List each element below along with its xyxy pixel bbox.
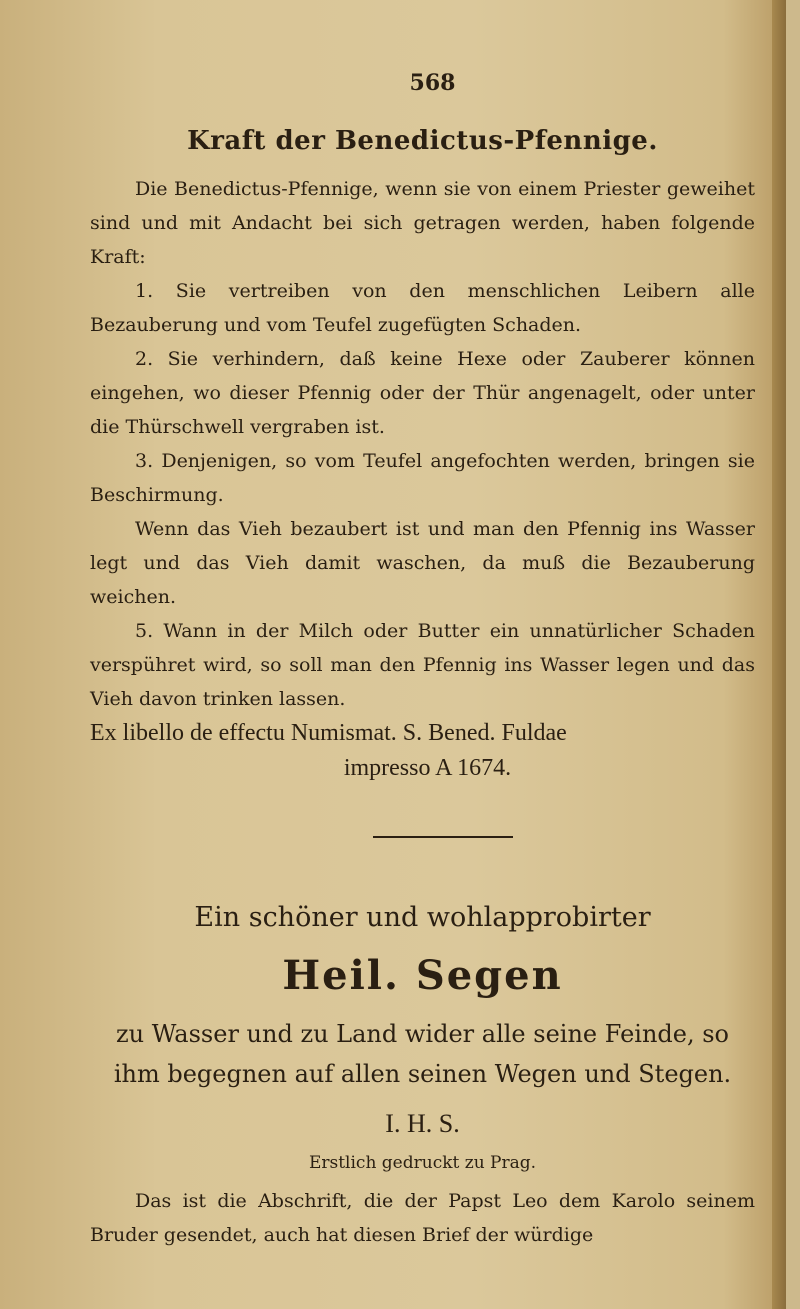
divider-rule [373, 836, 513, 838]
page-edge [772, 0, 786, 1309]
blessing-text: zu Wasser und zu Land wider alle seine Feinde, so ihm begegnen auf allen seinen Wegen und Stegen. [113, 1020, 732, 1088]
ihs-monogram: I. H. S. [385, 1109, 460, 1138]
latin-source-line: Ex libello de effectu Numismat. S. Bened. Fuldae [90, 720, 567, 746]
list-item: 2. Sie verhindern, daß keine Hexe oder Zauberer können eingehen, wo dieser Pfennig oder der Thür angenagelt, oder unter die Thürschwell vergraben ist. [90, 348, 755, 438]
page-content [90, 70, 755, 1252]
page-number: 568 [409, 70, 456, 96]
section-heading: Heil. Segen [282, 952, 563, 999]
latin-source-line-2: impresso A 1674. [343, 755, 512, 781]
printed-note: Erstlich gedruckt zu Prag. [308, 1153, 537, 1173]
body-paragraph: Das ist die Abschrift, die der Papst Leo dem Karolo seinem Bruder gesendet, auch hat diesen Brief der würdige [90, 1190, 755, 1246]
intro-paragraph: Die Benedictus-Pfennige, wenn sie von einem Priester geweihet sind und mit Andacht bei sich getragen werden, haben folgende Kraft: [90, 178, 755, 268]
section-title: Kraft der Benedictus-Pfennige. [187, 126, 658, 156]
list-item: 3. Denjenigen, so vom Teufel angefochten werden, bringen sie Beschirmung. [90, 450, 755, 506]
list-item: 1. Sie vertreiben von den menschlichen Leibern alle Bezauberung und vom Teufel zugefügten Schaden. [90, 280, 755, 336]
list-item: 5. Wann in der Milch oder Butter ein unnatürlicher Schaden verspühret wird, so soll man den Pfennig ins Wasser legen und das Vieh davon trinken lassen. [90, 620, 755, 710]
section-subtitle: Ein schöner und wohlapprobirter [194, 902, 651, 933]
list-item: Wenn das Vieh bezaubert ist und man den Pfennig ins Wasser legt und das Vieh damit waschen, da muß die Bezauberung weichen. [90, 518, 755, 608]
